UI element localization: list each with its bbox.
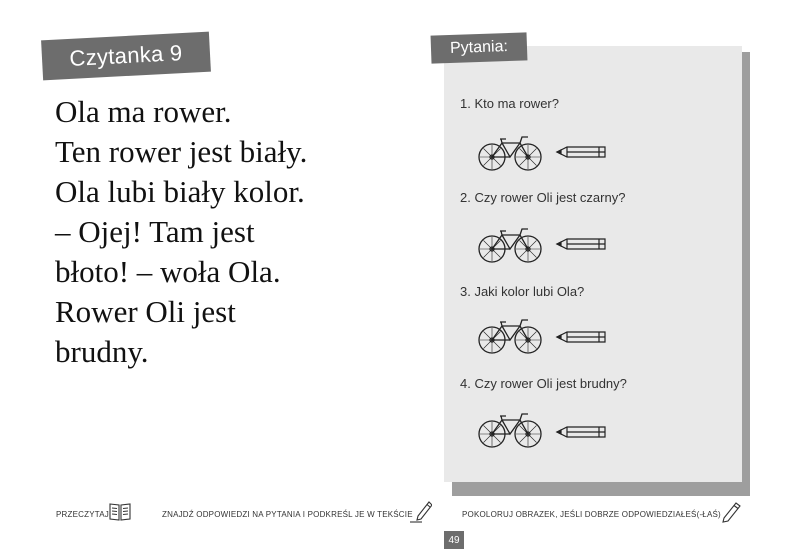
story-line: Ten rower jest biały. xyxy=(55,134,308,169)
question-2: 2. Czy rower Oli jest czarny? xyxy=(460,190,626,205)
open-book-icon xyxy=(108,502,132,522)
bicycle-icon[interactable] xyxy=(476,133,544,173)
story-line: Ola lubi biały kolor. xyxy=(55,174,305,209)
question-4: 4. Czy rower Oli jest brudny? xyxy=(460,376,627,391)
story-line: brudny. xyxy=(55,334,149,369)
pencil-icon[interactable] xyxy=(555,424,607,440)
bicycle-icon[interactable] xyxy=(476,225,544,265)
panel-title-tag xyxy=(431,32,528,63)
story-line: Ola ma rower. xyxy=(55,94,232,129)
story-line: – Ojej! Tam jest xyxy=(55,214,255,249)
page-number: 49 xyxy=(444,531,464,549)
panel-title: Pytania: xyxy=(449,37,509,58)
question-3: 3. Jaki kolor lubi Ola? xyxy=(460,284,585,299)
pencil-icon[interactable] xyxy=(555,236,607,252)
page-title: Czytanka 9 xyxy=(68,40,184,71)
pencil-underline-icon xyxy=(410,498,432,524)
pencil-icon[interactable] xyxy=(555,329,607,345)
instruction-find: ZNAJDŹ ODPOWIEDZI NA PYTANIA I PODKREŚL JE W TEKŚCIE xyxy=(162,510,413,519)
instruction-color: POKOLORUJ OBRAZEK, JEŚLI DOBRZE ODPOWIEDZIAŁEŚ(-ŁAŚ) xyxy=(462,510,721,519)
story-text xyxy=(55,92,415,372)
bicycle-icon[interactable] xyxy=(476,410,544,450)
story-line: Rower Oli jest xyxy=(55,294,236,329)
bicycle-icon[interactable] xyxy=(476,316,544,356)
pencil-icon xyxy=(720,498,742,524)
question-1: 1. Kto ma rower? xyxy=(460,96,559,111)
story-line: błoto! – woła Ola. xyxy=(55,254,281,289)
instruction-read: PRZECZYTAJ xyxy=(56,510,109,519)
title-tag xyxy=(41,32,211,81)
pencil-icon[interactable] xyxy=(555,144,607,160)
